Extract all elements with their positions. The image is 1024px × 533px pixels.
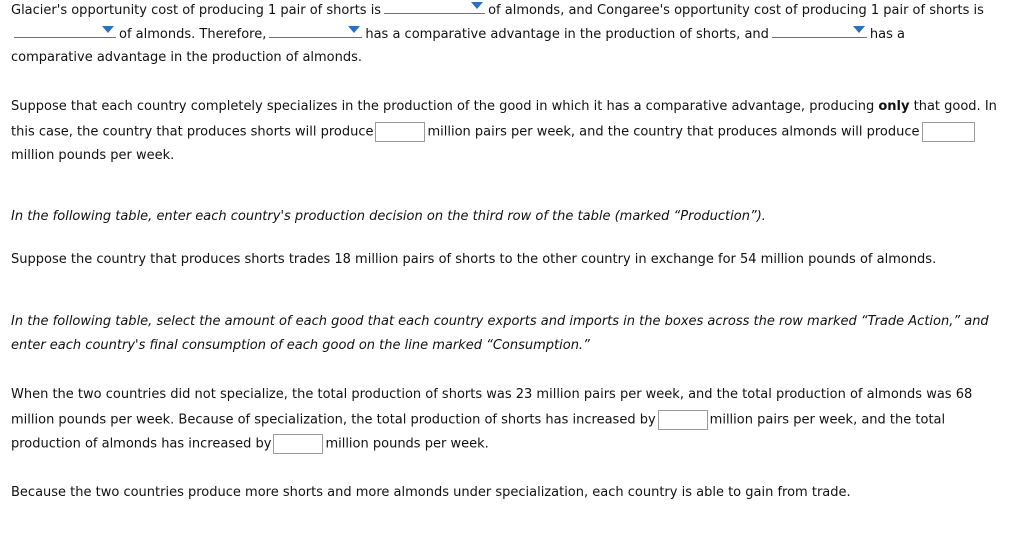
para1-text-b: of almonds, and Congaree's opportunity cost of producing 1 pair of shorts is [488,3,984,18]
para1-line1 [11,0,984,20]
almonds-advantage-country-dropdown[interactable] [772,24,867,38]
para3-line [11,207,766,227]
shorts-production-input[interactable] [375,122,425,142]
para1-line2 [14,24,905,44]
para6-text-d: production of almonds has increased by [11,436,272,452]
para2-text-c: this case, the country that produces shorts will produce [11,124,374,140]
congaree-opportunity-cost-dropdown[interactable] [14,24,116,38]
para6-line3 [11,434,489,454]
glacier-opportunity-cost-dropdown[interactable] [384,0,485,14]
chevron-down-icon [348,26,360,33]
para5-text-a: In the following table, select the amount of each good that each country exports and imports in the boxes across the row marked “Trade Action,” and [11,314,989,329]
chevron-down-icon [102,26,114,33]
para1-text-e: has a [869,27,905,42]
shorts-increase-input[interactable] [658,410,708,430]
para1-line3 [11,48,362,68]
para6-line1 [11,385,972,405]
para6-text-b: million pounds per week. Because of specialization, the total production of shorts has increased by [11,412,656,428]
para4-line [11,250,936,270]
para1-text-a: Glacier's opportunity cost of producing 1 pair of shorts is [11,3,382,18]
chevron-down-icon [853,26,865,33]
para2-text-b: that good. In [913,99,997,114]
para6-text-a: When the two countries did not specialize, the total production of shorts was 23 million pairs per week, and the total production of almonds was 68 [11,387,973,402]
para1-text-d: has a comparative advantage in the production of shorts, and [365,27,769,42]
para2-line3 [11,146,174,166]
para2-line1 [11,97,997,117]
para2-text-d: million pairs per week, and the country that produces almonds will produce [427,124,920,140]
chevron-down-icon [471,2,483,9]
para3-text: In the following table, enter each country's production decision on the third row of the table (marked “Production”). [11,209,766,224]
para6-text-c: million pairs per week, and the total [709,412,946,428]
para2-text-e: million pounds per week. [11,148,175,163]
para6-text-e: million pounds per week. [325,436,489,452]
para5-text-b: enter each country's final consumption of each good on the line marked “Consumption.” [11,338,590,353]
almonds-production-input[interactable] [922,122,975,142]
para5-line2 [11,336,590,356]
almonds-increase-input[interactable] [273,434,323,454]
para6-line2 [11,410,945,430]
para1-text-f: comparative advantage in the production of almonds. [11,50,363,65]
shorts-advantage-country-dropdown[interactable] [269,24,362,38]
para1-text-c: of almonds. Therefore, [119,27,267,42]
para2-line2 [11,122,977,142]
para2-text-a: Suppose that each country completely specializes in the production of the good in which it has a comparative advantage, producing [11,99,875,114]
para4-text: Suppose the country that produces shorts trades 18 million pairs of shorts to the other country in exchange for 54 million pounds of almonds. [11,252,937,267]
para2-bold-only: only [878,99,910,114]
para5-line1 [11,312,989,332]
para7-text: Because the two countries produce more shorts and more almonds under specialization, each country is able to gain from trade. [11,485,851,500]
para7-line [11,483,851,503]
